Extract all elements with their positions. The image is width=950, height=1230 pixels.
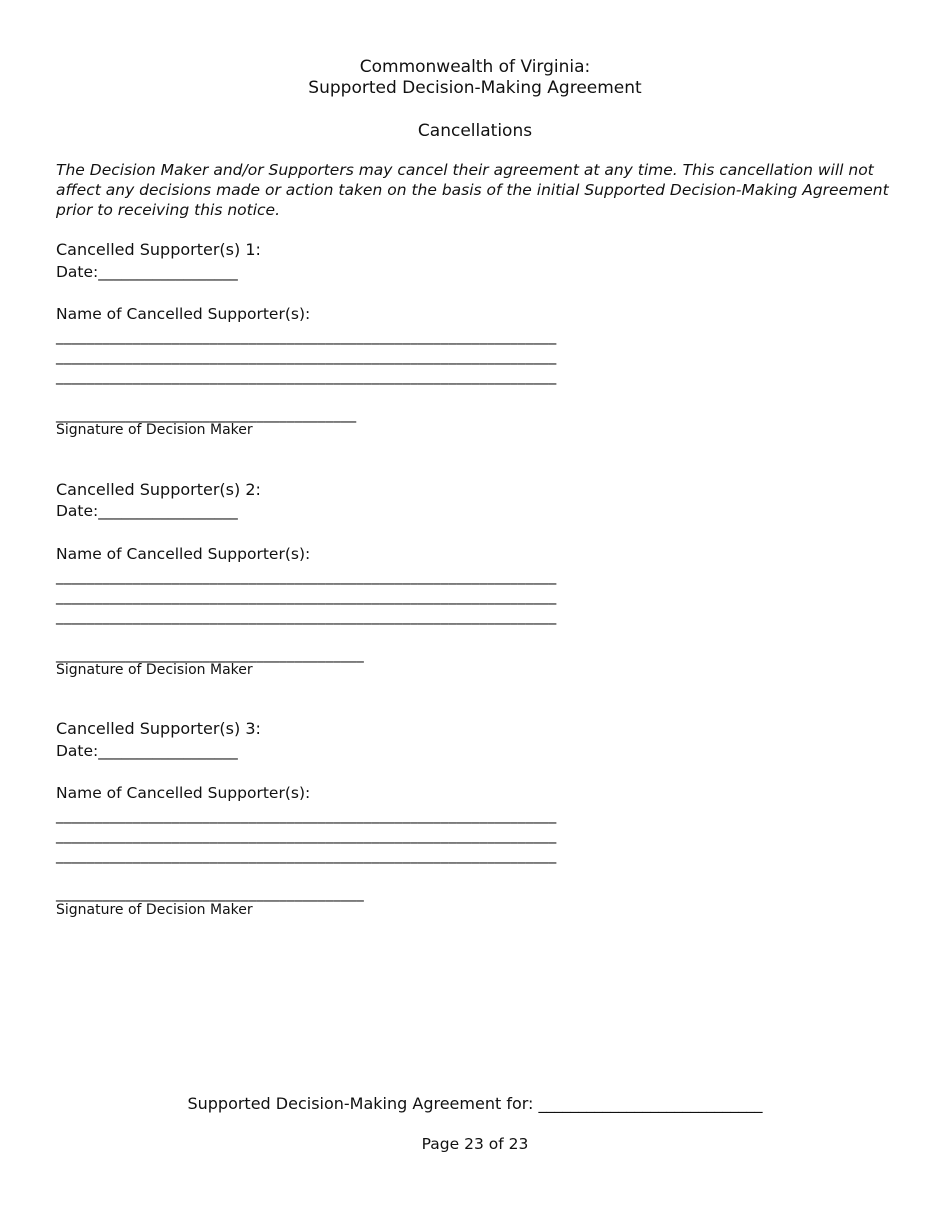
block-2-name-line-3[interactable]: _________________________________________________________________ xyxy=(56,607,557,625)
block-1-date-field[interactable]: Date:__________________ xyxy=(56,263,238,281)
block-3-signature-label: Signature of Decision Maker xyxy=(56,902,253,918)
block-2-name-label: Name of Cancelled Supporter(s): xyxy=(56,545,311,563)
block-2-name-line-2[interactable]: _________________________________________________________________ xyxy=(56,587,557,605)
block-3-name-line-3[interactable]: _________________________________________________________________ xyxy=(56,846,557,864)
block-1-heading: Cancelled Supporter(s) 1: xyxy=(56,240,261,259)
block-3-name-line-1[interactable]: _________________________________________________________________ xyxy=(56,806,557,824)
block-2-signature-label: Signature of Decision Maker xyxy=(56,662,253,678)
block-3-date-field[interactable]: Date:__________________ xyxy=(56,742,238,760)
intro-paragraph: The Decision Maker and/or Supporters may cancel their agreement at any time. This cancellation will not affect any decisions made or action taken on the basis of the initial Supported Decision-Making Agreement prior to receiving this notice. xyxy=(56,161,889,219)
block-1-name-line-1[interactable]: _________________________________________________________________ xyxy=(56,327,557,345)
section-title: Cancellations xyxy=(417,121,533,141)
block-3-name-label: Name of Cancelled Supporter(s): xyxy=(56,784,311,802)
header-title-line1: Commonwealth of Virginia: xyxy=(359,57,591,77)
header-title-line2: Supported Decision-Making Agreement xyxy=(308,78,642,98)
block-3-heading: Cancelled Supporter(s) 3: xyxy=(56,719,261,738)
block-1-signature-line[interactable]: _______________________________________ xyxy=(56,405,357,423)
block-1-name-line-2[interactable]: _________________________________________________________________ xyxy=(56,347,557,365)
page-number: Page 23 of 23 xyxy=(421,1135,529,1153)
footer-agreement-for: Supported Decision-Making Agreement for: ____________________________ xyxy=(187,1094,763,1113)
block-1-signature-label: Signature of Decision Maker xyxy=(56,422,253,438)
block-2-name-line-1[interactable]: _________________________________________________________________ xyxy=(56,567,557,585)
block-3-name-line-2[interactable]: _________________________________________________________________ xyxy=(56,826,557,844)
block-2-date-field[interactable]: Date:__________________ xyxy=(56,502,238,520)
block-3-signature-line[interactable]: ________________________________________ xyxy=(56,884,364,902)
block-2-heading: Cancelled Supporter(s) 2: xyxy=(56,480,261,499)
block-1-name-label: Name of Cancelled Supporter(s): xyxy=(56,305,311,323)
block-2-signature-line[interactable]: ________________________________________ xyxy=(56,645,364,663)
block-1-name-line-3[interactable]: _________________________________________________________________ xyxy=(56,367,557,385)
